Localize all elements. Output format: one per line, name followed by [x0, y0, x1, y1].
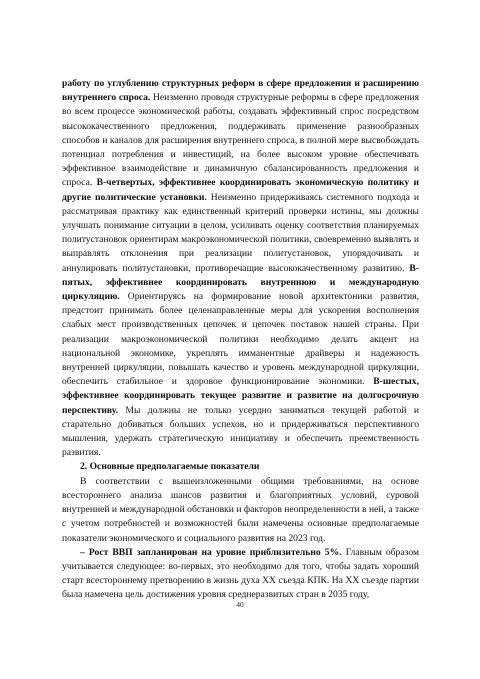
bold-text-run: В-шестых, эффективнее координировать текущее развитие и развитие на долгосрочную перспективу. — [62, 376, 419, 416]
section-heading-main-indicators — [62, 460, 419, 474]
bold-text-run: – Рост ВВП запланирован на уровне приблизительно 5%. — [80, 546, 342, 558]
bold-text-run: В-четвертых, эффективнее координировать экономическую политику и другие политические установки. — [62, 177, 420, 203]
document-body — [62, 77, 419, 603]
paragraph-indicators-intro — [62, 475, 419, 546]
bold-text-run: В-пятых, эффективнее координировать внутреннюю и международную циркуляцию. — [62, 262, 419, 303]
text-run: Неизменно проводя структурные реформы в сфере предложения во всем процессе экономической работы, создавать эффективный спрос посредством высококачественного предложения, поддерживать применение разнообразных способов и каналов для расширения внутреннего спроса, в полной мере высвобождать потенциал потребления и инвестиций, на более высоком уровне обеспечивать эффективное взаимодействие и динамичную сбалансированность предложения и спроса. — [62, 92, 419, 189]
text-run: В соответствии с вышеизложенными общими требованиями, на основе всестороннего анализа шансов развития и благоприятных условий, суровой внутренней и международной обстановки и факторов неопределенности в ней, а также с учетом потребностей и возможностей были намечены основные предполагаемые показатели экономического и социального развития на 2023 год. — [62, 475, 419, 544]
text-run: Ориентируясь на формирование новой архитектоники развития, предстоит принимать более целенаправленные меры для ускорения восполнения слабых мест производственных цепочек и цепочек поставок нашей страны. При реализации макроэкономической политики необходимо делать акцент на национальной экономике, укреплять имманентные драйверы и надежность внутренней циркуляции, повышать качество и уровень международной циркуляции, обеспечить стабильное и здоровое функционирование экономики. — [62, 291, 419, 388]
paragraph-reforms-coordination — [62, 77, 419, 460]
text-run: Неизменно придерживаясь системного подхода и рассматривая практику как единственный критерий проверки истины, мы должны улучшать понимание ситуации в целом, усиливать оценку соответствия планируемых политустановок ориентирам макроэкономической политики, своевременно выявлять и выправлять отклонения при реализации политустановок, упорядочивать и аннулировать политустановки, противоречащие высококачественному развитию. — [62, 191, 419, 274]
text-run: Главным образом учитывается следующее: во-первых, это необходимо для того, чтобы задать хороший старт всестороннему претворению в жизнь духа XX съезда КПК. На XX съезде партии была намечена цель достижения уровня среднеразвитых стран в 2035 году, — [62, 546, 420, 601]
bold-text-run: 2. Основные предполагаемые показатели — [80, 461, 260, 473]
text-run: Мы должны не только усердно заниматься текущей работой и старательно добиваться больших успехов, но и придерживаться перспективного мышления, удержать стратегическую инициативу и обеспечить преемственность развития. — [62, 404, 419, 459]
page-number: 40 — [236, 600, 244, 609]
bold-text-run: работу по углублению структурных реформ в сфере предложения и расширению внутреннего спроса. — [62, 78, 419, 104]
paragraph-gdp-growth — [62, 546, 419, 603]
